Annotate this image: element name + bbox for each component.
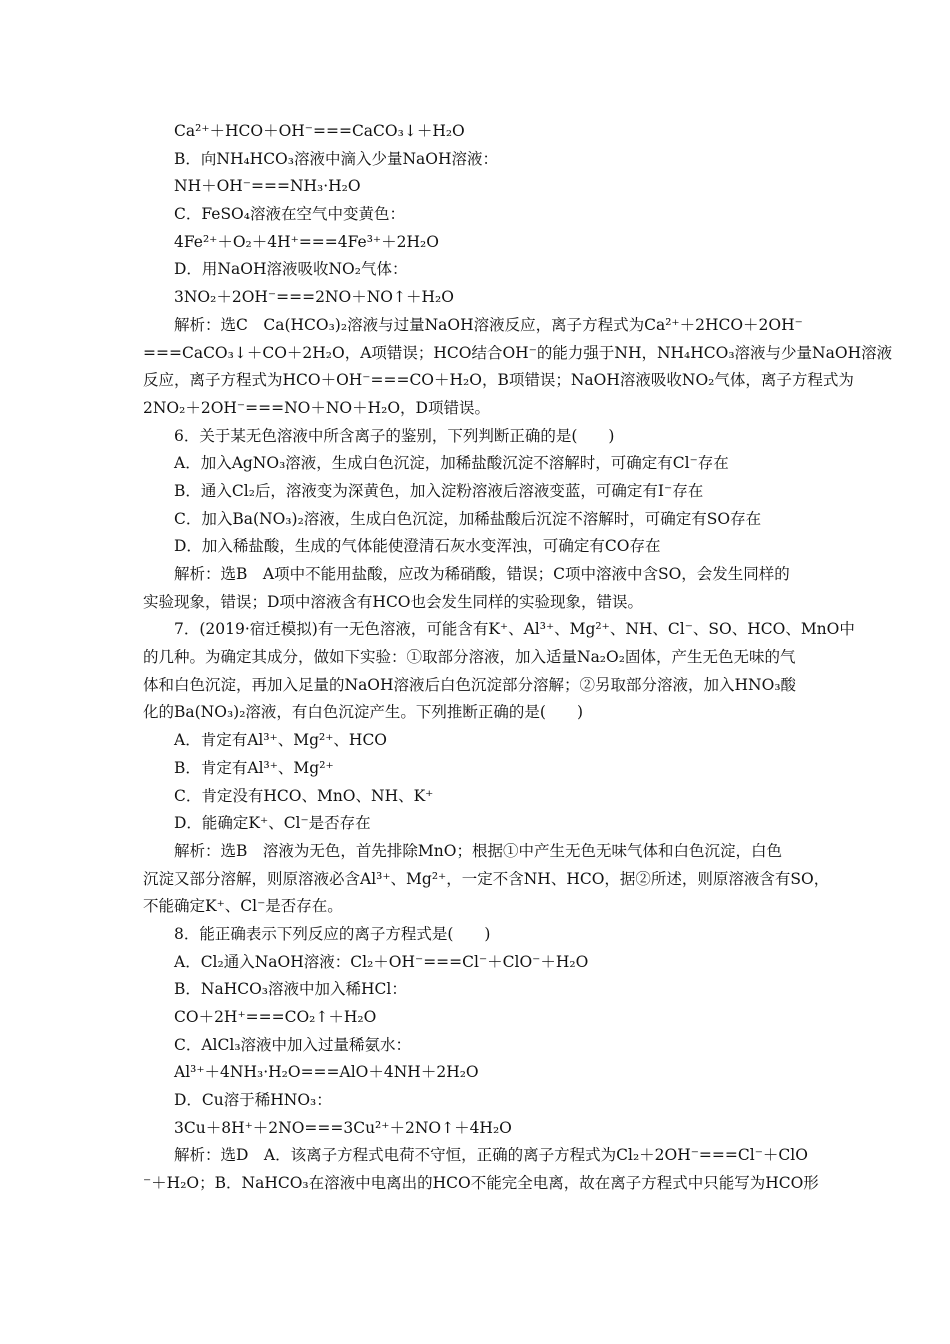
text-line: 解析：选B A项中不能用盐酸，应改为稀硝酸，错误；C项中溶液中含SO，会发生同样的 <box>174 565 790 583</box>
text-line: ⁻＋H₂O；B．NaHCO₃在溶液中电离出的HCO不能完全电离，故在离子方程式中只能写为HCO形 <box>143 1174 819 1193</box>
text-line: B．NaHCO₃溶液中加入稀HCl： <box>174 980 407 999</box>
text-line: A．Cl₂通入NaOH溶液：Cl₂＋OH⁻===Cl⁻＋ClO⁻＋H₂O <box>174 952 589 971</box>
text-line: 2NO₂＋2OH⁻===NO＋NO＋H₂O，D项错误。 <box>143 398 490 417</box>
text-line: 7．(2019·宿迁模拟)有一无色溶液，可能含有K⁺、Al³⁺、Mg²⁺、NH、Cl⁻、SO、HCO、MnO中 <box>174 620 855 639</box>
text-line: 3NO₂＋2OH⁻===2NO＋NO↑＋H₂O <box>174 288 454 307</box>
text-line: C．AlCl₃溶液中加入过量稀氨水： <box>174 1035 412 1054</box>
text-line: C．FeSO₄溶液在空气中变黄色： <box>174 205 405 224</box>
text-line: 解析：选D A．该离子方程式电荷不守恒，正确的离子方程式为Cl₂＋2OH⁻===Cl⁻＋ClO <box>174 1146 808 1165</box>
text-line: Al³⁺＋4NH₃·H₂O===AlO＋4NH＋2H₂O <box>174 1063 479 1082</box>
text-line: 解析：选B 溶液为无色，首先排除MnO；根据①中产生无色无味气体和白色沉淀，白色 <box>174 841 782 860</box>
text-line: CO＋2H⁺===CO₂↑＋H₂O <box>174 1008 377 1026</box>
text-line: 不能确定K⁺、Cl⁻是否存在。 <box>143 897 343 916</box>
text-line: B．肯定有Al³⁺、Mg²⁺ <box>174 758 334 777</box>
text-line: A．加入AgNO₃溶液，生成白色沉淀，加稀盐酸沉淀不溶解时，可确定有Cl⁻存在 <box>174 454 729 473</box>
text-line: 化的Ba(NO₃)₂溶液，有白色沉淀产生。下列推断正确的是( ) <box>143 703 584 722</box>
text-line: 4Fe²⁺＋O₂＋4H⁺===4Fe³⁺＋2H₂O <box>174 232 439 251</box>
text-line: D．能确定K⁺、Cl⁻是否存在 <box>174 814 371 833</box>
text-line: 8．能正确表示下列反应的离子方程式是( ) <box>174 924 491 943</box>
text-line: C．加入Ba(NO₃)₂溶液，生成白色沉淀，加稀盐酸后沉淀不溶解时，可确定有SO存在 <box>174 509 762 528</box>
text-line: D．Cu溶于稀HNO₃： <box>174 1091 332 1110</box>
text-line: B．向NH₄HCO₃溶液中滴入少量NaOH溶液： <box>174 149 499 168</box>
text-line: 反应，离子方程式为HCO＋OH⁻===CO＋H₂O，B项错误；NaOH溶液吸收NO₂气体，离子方程式为 <box>143 371 854 390</box>
text-line: 的几种。为确定其成分，做如下实验：①取部分溶液，加入适量Na₂O₂固体，产生无色无味的气 <box>143 648 796 667</box>
text-line: 体和白色沉淀，再加入足量的NaOH溶液后白色沉淀部分溶解；②另取部分溶液，加入HNO₃酸 <box>143 675 797 694</box>
text-line: 3Cu＋8H⁺＋2NO===3Cu²⁺＋2NO↑＋4H₂O <box>174 1118 512 1137</box>
text-line: ===CaCO₃↓＋CO＋2H₂O，A项错误；HCO结合OH⁻的能力强于NH，NH₄HCO₃溶液与少量NaOH溶液 <box>143 343 893 362</box>
document-body <box>143 118 893 1198</box>
text-line: NH＋OH⁻===NH₃·H₂O <box>174 177 361 196</box>
text-line: 沉淀又部分溶解，则原溶液必含Al³⁺、Mg²⁺，一定不含NH、HCO，据②所述，则原溶液含有SO， <box>143 869 830 888</box>
text-line: D．加入稀盐酸，生成的气体能使澄清石灰水变浑浊，可确定有CO存在 <box>174 537 661 556</box>
text-line: A．肯定有Al³⁺、Mg²⁺、HCO <box>174 731 388 750</box>
text-line: B．通入Cl₂后，溶液变为深黄色，加入淀粉溶液后溶液变蓝，可确定有I⁻存在 <box>174 481 704 500</box>
text-line: D．用NaOH溶液吸收NO₂气体： <box>174 260 408 279</box>
text-line: 6．关于某无色溶液中所含离子的鉴别，下列判断正确的是( ) <box>174 426 615 445</box>
text-line: C．肯定没有HCO、MnO、NH、K⁺ <box>174 786 434 805</box>
text-line: 实验现象，错误；D项中溶液含有HCO也会发生同样的实验现象，错误。 <box>143 592 644 611</box>
text-line: 解析：选C Ca(HCO₃)₂溶液与过量NaOH溶液反应，离子方程式为Ca²⁺＋2HCO＋2OH⁻ <box>174 315 803 334</box>
text-line: Ca²⁺＋HCO＋OH⁻===CaCO₃↓＋H₂O <box>174 122 465 140</box>
